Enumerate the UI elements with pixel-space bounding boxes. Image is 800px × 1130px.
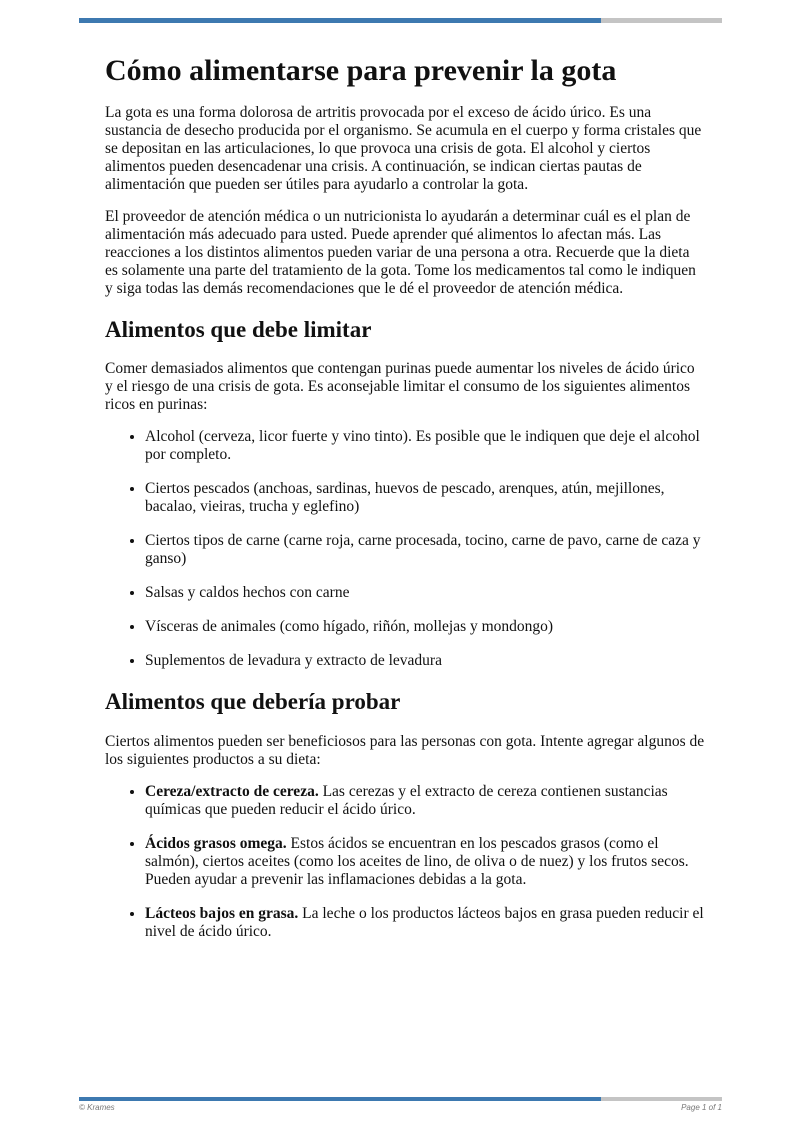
footer-rule-gray <box>601 1097 722 1101</box>
header-rule <box>79 18 722 23</box>
section-heading-limit: Alimentos que debe limitar <box>105 316 372 342</box>
item-term: Lácteos bajos en grasa. <box>145 905 299 922</box>
list-item: • Ciertos pescados (anchoas, sardinas, huevos de pescado, arenques, atún, mejillones, bacalao, vieiras, trucha y eglefino) <box>145 480 705 516</box>
header-rule-gray <box>601 18 722 23</box>
item-description: Estos ácidos se encuentran en los pescados grasos (como el salmón), ciertos aceites (como los aceites de lino, de oliva o de nuez) y los frutos secos. Pueden ayudar a prevenir las inflamaciones debidas a la gota. <box>145 835 689 888</box>
list-item: • Ciertos tipos de carne (carne roja, carne procesada, tocino, carne de pavo, carne de caza y ganso) <box>145 532 705 568</box>
item-description: La leche o los productos lácteos bajos en grasa pueden reducir el nivel de ácido úrico. <box>145 905 704 940</box>
list-item <box>145 783 705 819</box>
list-item <box>145 905 705 941</box>
list-item: • Salsas y caldos hechos con carne <box>145 584 705 602</box>
footer-copyright: © Krames <box>79 1103 115 1112</box>
item-term: Cereza/extracto de cereza. <box>145 783 319 800</box>
section-text-limit: Comer demasiados alimentos que contengan purinas puede aumentar los niveles de ácido úrico y el riesgo de una crisis de gota. Es aconsejable limitar el consumo de los siguientes alimentos ricos en purinas: <box>105 360 695 414</box>
header-rule-accent <box>79 18 601 23</box>
intro-paragraph: El proveedor de atención médica o un nutricionista lo ayudarán a determinar cuál es el plan de alimentación más adecuado para usted. Puede aprender qué alimentos lo afectan más. Las reacciones a los distintos alimentos pueden variar de una persona a otra. Recuerde que la dieta es solamente una parte del tratamiento de la gota. Tome los medicamentos tal como le indiquen y siga todas las demás recomendaciones que le dé el proveedor de atención médica. <box>105 207 696 297</box>
item-term: Ácidos grasos omega. <box>145 835 287 852</box>
footer-rule <box>79 1097 722 1101</box>
footer-rule-accent <box>79 1097 601 1101</box>
document-body <box>105 52 705 957</box>
list-item: • Vísceras de animales (como hígado, riñón, mollejas y mondongo) <box>145 618 705 636</box>
intro-paragraph: La gota es una forma dolorosa de artritis provocada por el exceso de ácido úrico. Es una sustancia de desecho producida por el organismo. Se acumula en el cuerpo y forma cristales que se depositan en las articulaciones, lo que provoca una crisis de gota. El alcohol y ciertos alimentos pueden desencadenar una crisis. A continuación, se indican ciertas pautas de alimentación que pueden ser útiles para ayudarlo a controlar la gota. <box>105 103 702 193</box>
page-title: Cómo alimentarse para prevenir la gota <box>105 54 617 87</box>
list-item <box>145 835 705 889</box>
list-item: • Suplementos de levadura y extracto de levadura <box>145 652 705 670</box>
list-item: • Alcohol (cerveza, licor fuerte y vino tinto). Es posible que le indiquen que deje el alcohol por completo. <box>145 428 705 464</box>
item-description: Las cerezas y el extracto de cereza contienen sustancias químicas que pueden reducir el ácido úrico. <box>145 783 668 818</box>
section-text-try: Ciertos alimentos pueden ser beneficiosos para las personas con gota. Intente agregar algunos de los siguientes productos a su dieta: <box>105 733 705 768</box>
limit-list <box>105 428 705 670</box>
try-list <box>105 783 705 941</box>
section-heading-try: Alimentos que debería probar <box>105 689 401 715</box>
footer-page-number: Page 1 of 1 <box>681 1103 722 1112</box>
